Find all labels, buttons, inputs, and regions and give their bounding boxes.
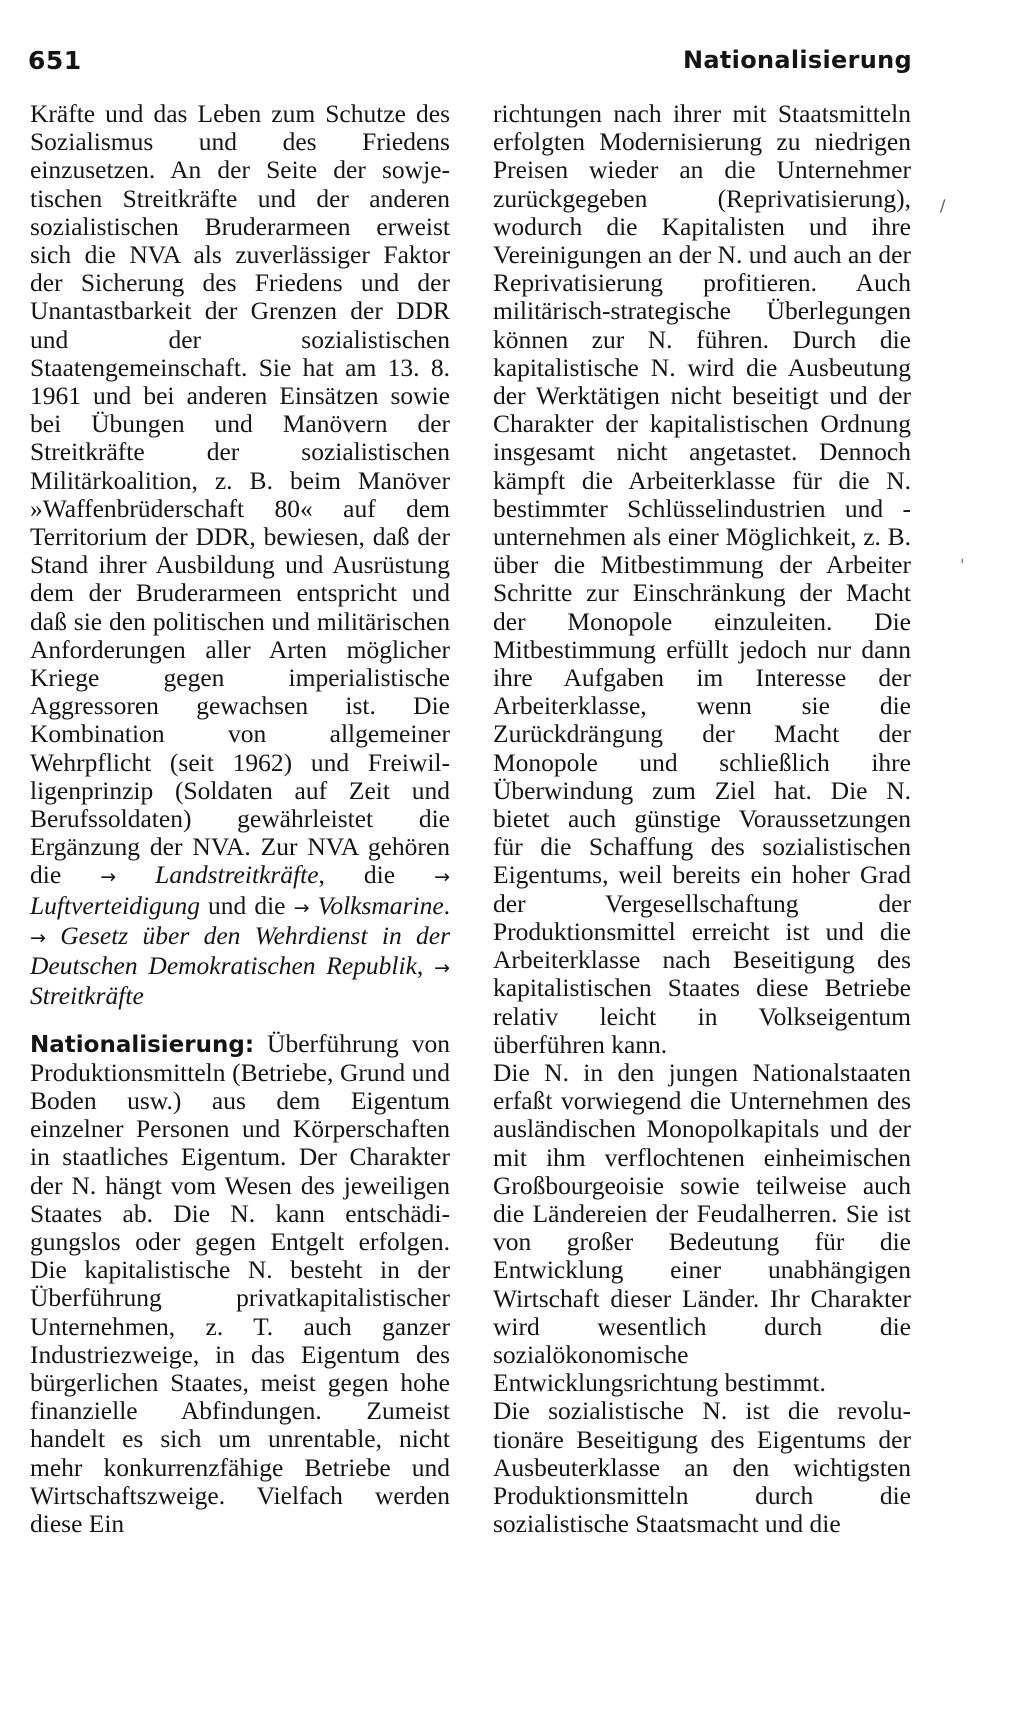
running-head: Nationalisierung xyxy=(683,46,912,74)
nva-continuation-paragraph xyxy=(30,100,450,1011)
xref-arrow-icon: → xyxy=(434,866,451,889)
xref-luftverteidigung: Luftverteidigung xyxy=(30,890,200,920)
socialist-nationalization-paragraph: Die sozialistische N. ist die revolutionäre Beseitigung des Eigentums der Ausbeuterklasse an den wichtigsten Produktionsmitteln durch die sozialistische Staatsmacht und die xyxy=(493,1396,911,1539)
xref-streitkraefte: Streitkräfte xyxy=(30,981,144,1011)
margin-tick-mark: ˈ xyxy=(960,556,965,575)
right-column xyxy=(493,100,911,1538)
entry-continuation-paragraph: richtungen nach ihrer mit Staatsmitteln erfolgten Modernisierung zu niedrigen Preisen wieder an die Unternehmer zurückgegeben (Reprivatisierung), wodurch die Kapitalisten und ihre Vereinigungen an der N. und auch an der Reprivatisierung profitieren. Auch militärisch-strategische Überlegungen können zur N. führen. Durch die kapitalistische N. wird die Ausbeutung der Werktätigen nicht beseitigt und der Charakter der kapitalistischen Ordnung insgesamt nicht angetastet. Dennoch kämpft die Arbeiterklasse für die N. bestimmter Schlüsselindustrien und -unternehmen als einer Möglichkeit, z. B. über die Mitbestimmung der Arbeiter Schritte zur Einschränkung der Macht der Monopole einzuleiten. Die Mitbestimmung erfüllt jedoch nur dann ihre Aufgaben im Interesse der Arbeiterklasse, wenn sie die Zurückdrängung der Macht der Monopole und schließlich ihre Überwindung zum Ziel hat. Die N. bietet auch günstige Voraussetzungen für die Schaffung des sozialistischen Eigentums, weil bereits ein hoher Grad der Vergesellschaftung der Produktionsmittel erreicht ist und die Arbeiterklasse nach Beseitigung des kapitalistischen Staates diese Betriebe relativ leicht in Volkseigentum überführen kann. xyxy=(493,99,911,1059)
entry-nationalisierung xyxy=(30,1030,450,1539)
xref-arrow-icon: → xyxy=(293,896,310,919)
xref-separator: . xyxy=(443,890,451,920)
nva-body-text: Kräfte und das Leben zum Schutze des Sozialismus und des Friedens einzusetzen. An der Seite der sowjetischen Streitkräfte und der anderen sozialistischen Bruderarmeen erweist sich die NVA als zuverlässiger Faktor der Sicherung des Friedens und der Unantastbarkeit der Grenzen der DDR und der sozialistischen Staatengemeinschaft. Sie hat am 13. 8. 1961 und bei anderen Einsätzen sowie bei Übungen und Manövern der Streitkräfte der sozialistischen Militärkoalition, z. B. beim Manöver »Waffenbrüderschaft 80« auf dem Territorium der DDR, bewiesen, daß der Stand ihrer Ausbildung und Ausrüstung dem der Bruderarmeen entspricht und daß sie den politischen und militärischen Anforderungen aller Arten möglicher Kriege gegen imperialistische Aggressoren gewachsen ist. Die Kombination von allgemeiner Wehrpflicht (seit 1962) und Freiwilligenprinzip (Soldaten auf Zeit und Berufssoldaten) gewährleistet die Ergänzung der NVA. Zur NVA gehören die xyxy=(30,99,450,890)
left-column xyxy=(30,100,450,1538)
margin-tick-mark: ∕ xyxy=(940,196,946,215)
page-number: 651 xyxy=(28,46,82,75)
xref-separator: , die xyxy=(318,860,396,890)
xref-separator: und die xyxy=(199,890,286,920)
xref-separator: , xyxy=(416,951,424,981)
xref-wehrdienstgesetz: Gesetz über den Wehrdienst in der Deutschen Demokratischen Republik xyxy=(30,920,450,981)
national-states-paragraph: Die N. in den jungen Nationalstaaten erfaßt vorwiegend die Unternehmen des ausländischen Monopolkapitals und der mit ihm verflochtenen einheimischen Großbourgeoisie sowie teilweise auch die Ländereien der Feudalherren. Sie ist von großer Bedeutung für die Entwicklung einer unabhängigen Wirtschaft dieser Länder. Ihr Charakter wird wesentlich durch die sozialökonomische Entwicklungsrichtung bestimmt. xyxy=(493,1057,911,1398)
xref-arrow-icon: → xyxy=(30,926,46,949)
xref-landstreitkraefte: Landstreitkräfte xyxy=(155,860,319,890)
entry-headword: Nationalisierung: xyxy=(30,1031,255,1058)
xref-arrow-icon: → xyxy=(434,957,450,980)
xref-arrow-icon: → xyxy=(100,866,117,889)
entry-definition-text: Überführung von Produktionsmitteln (Betriebe, Grund und Boden usw.) aus dem Eigentum einzelner Personen und Körperschaften in staatliches Eigentum. Der Charakter der N. hängt vom Wesen des jeweiligen Staates ab. Die N. kann entschädigungslos oder gegen Entgelt erfolgen. Die kapitalistische N. besteht in der Überführung privatkapitalistischer Unternehmen, z. T. auch ganzer Industriezweige, in das Eigentum des bürgerlichen Staates, meist gegen hohe finanzielle Abfindungen. Zumeist handelt es sich um unrentable, nicht mehr konkurrenzfähige Betriebe und Wirtschaftszweige. Vielfach werden diese Ein xyxy=(30,1028,450,1538)
xref-volksmarine: Volksmarine xyxy=(317,890,444,920)
